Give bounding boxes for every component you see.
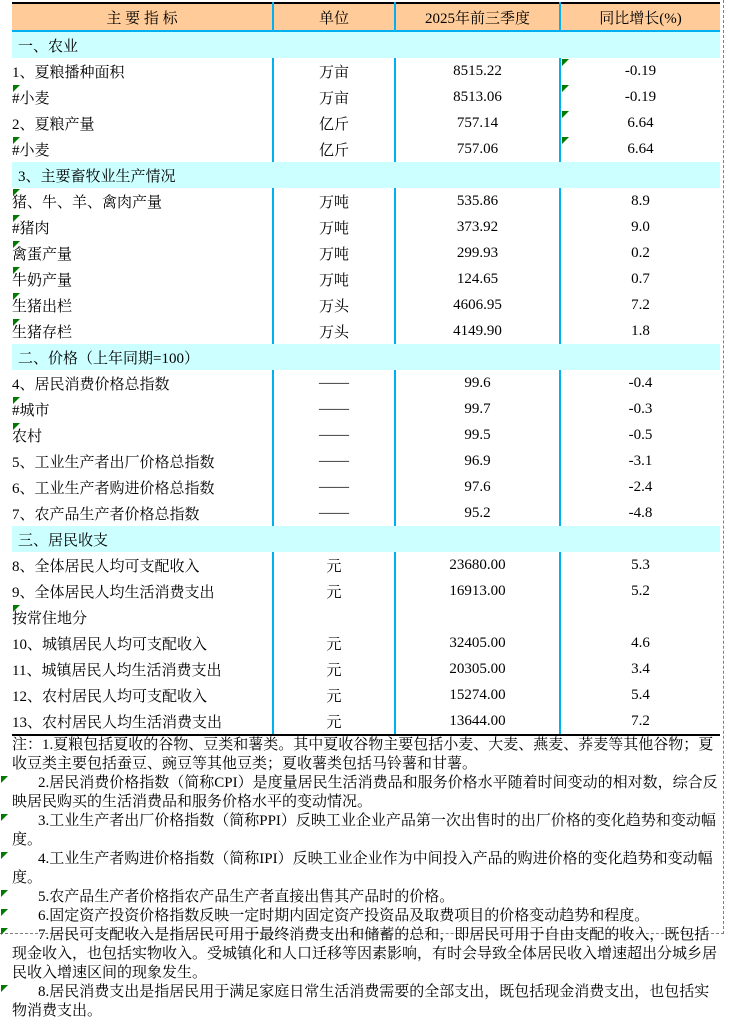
table-row bbox=[12, 318, 720, 344]
unit-cell[interactable]: 万亩 bbox=[273, 84, 395, 110]
indicator-cell[interactable]: 牛奶产量 bbox=[12, 266, 273, 292]
section-row bbox=[12, 526, 720, 552]
table-row bbox=[12, 396, 720, 422]
yoy-cell[interactable]: 5.4 bbox=[560, 682, 720, 708]
cell-note-marker-icon bbox=[13, 189, 20, 196]
yoy-cell[interactable] bbox=[560, 604, 720, 630]
table-header-row bbox=[12, 3, 720, 31]
indicator-cell[interactable]: 2、夏粮产量 bbox=[12, 116, 95, 133]
value-cell[interactable]: 23680.00 bbox=[395, 552, 560, 578]
yoy-cell[interactable]: 7.2 bbox=[560, 708, 720, 735]
cell-note-marker-icon bbox=[1, 928, 8, 935]
indicator-cell[interactable]: 6、工业生产者购进价格总指数 bbox=[12, 480, 215, 497]
table-row bbox=[12, 292, 720, 318]
table-row bbox=[12, 84, 720, 110]
table-row bbox=[12, 58, 720, 84]
unit-cell[interactable]: 万吨 bbox=[273, 240, 395, 266]
indicator-cell[interactable]: 11、城镇居民人均生活消费支出 bbox=[12, 662, 222, 679]
table-row bbox=[12, 682, 720, 708]
cell-note-marker-icon bbox=[562, 59, 569, 66]
footnote: 3.工业生产者出厂价格指数（简称PPI）反映工业企业产品第一次出售时的出厂价格的变化趋势和变动幅度。 bbox=[12, 812, 724, 850]
unit-cell[interactable]: 万头 bbox=[273, 318, 395, 344]
indicator-cell[interactable]: 4、居民消费价格总指数 bbox=[12, 376, 170, 393]
unit-cell[interactable]: 元 bbox=[273, 682, 395, 708]
unit-cell[interactable] bbox=[273, 604, 395, 630]
yoy-cell[interactable]: 4.6 bbox=[560, 630, 720, 656]
table-row bbox=[12, 136, 720, 162]
value-cell[interactable]: 32405.00 bbox=[395, 630, 560, 656]
section-label-cell[interactable]: 3、主要畜牧业生产情况 bbox=[12, 162, 720, 188]
unit-cell[interactable]: 元 bbox=[273, 552, 395, 578]
table-row bbox=[12, 474, 720, 500]
table-row bbox=[12, 578, 720, 604]
cell-note-marker-icon bbox=[1, 852, 8, 859]
cell-note-marker-icon bbox=[13, 137, 20, 144]
yoy-cell[interactable]: 1.8 bbox=[560, 318, 720, 344]
value-cell[interactable] bbox=[395, 604, 560, 630]
table-row bbox=[12, 552, 720, 578]
unit-cell[interactable]: —— bbox=[273, 370, 395, 396]
value-cell[interactable]: 124.65 bbox=[395, 266, 560, 292]
value-cell[interactable]: 99.7 bbox=[395, 396, 560, 422]
indicator-cell[interactable]: 1、夏粮播种面积 bbox=[12, 64, 125, 81]
yoy-cell[interactable]: 7.2 bbox=[560, 292, 720, 318]
column-header-yoy[interactable]: 同比增长(%) bbox=[560, 3, 720, 31]
value-cell[interactable]: 4606.95 bbox=[395, 292, 560, 318]
unit-cell[interactable]: —— bbox=[273, 422, 395, 448]
yoy-cell[interactable]: -0.3 bbox=[560, 396, 720, 422]
footnote: 2.居民消费价格指数（简称CPI）是度量居民生活消费品和服务价格水平随着时间变动的相对数，综合反映居民购买的生活消费品和服务价格水平的变动情况。 bbox=[12, 774, 724, 812]
indicator-cell[interactable]: #小麦 bbox=[12, 136, 273, 162]
value-cell[interactable]: 99.6 bbox=[395, 370, 560, 396]
value-cell[interactable]: 757.14 bbox=[395, 110, 560, 136]
yoy-cell[interactable]: -2.4 bbox=[560, 474, 720, 500]
section-row bbox=[12, 31, 720, 58]
value-cell[interactable]: 757.06 bbox=[395, 136, 560, 162]
unit-cell[interactable]: —— bbox=[273, 448, 395, 474]
unit-cell[interactable]: 万头 bbox=[273, 292, 395, 318]
table-row bbox=[12, 448, 720, 474]
unit-cell[interactable]: 亿斤 bbox=[273, 136, 395, 162]
indicator-cell[interactable]: #猪肉 bbox=[12, 214, 273, 240]
yoy-cell[interactable]: 6.64 bbox=[560, 136, 720, 162]
yoy-cell[interactable]: -3.1 bbox=[560, 448, 720, 474]
indicator-cell[interactable]: 生猪存栏 bbox=[12, 318, 273, 344]
unit-cell[interactable]: 元 bbox=[273, 708, 395, 735]
cell-note-marker-icon bbox=[1, 890, 8, 897]
table-row bbox=[12, 630, 720, 656]
indicator-cell[interactable]: 13、农村居民人均生活消费支出 bbox=[12, 708, 273, 735]
yoy-cell[interactable]: -0.4 bbox=[560, 370, 720, 396]
indicator-cell[interactable]: 8、全体居民人均可支配收入 bbox=[12, 558, 200, 575]
section-label-cell[interactable]: 三、居民收支 bbox=[12, 526, 720, 552]
indicator-cell[interactable]: #小麦 bbox=[12, 84, 273, 110]
unit-cell[interactable]: 元 bbox=[273, 578, 395, 604]
table-row bbox=[12, 500, 720, 526]
value-cell[interactable]: 299.93 bbox=[395, 240, 560, 266]
table-row bbox=[12, 110, 720, 136]
cell-note-marker-icon bbox=[13, 241, 20, 248]
cell-note-marker-icon bbox=[1, 776, 8, 783]
cell-note-marker-icon bbox=[13, 319, 20, 326]
yoy-cell[interactable]: 9.0 bbox=[560, 214, 720, 240]
cell-note-marker-icon bbox=[13, 293, 20, 300]
cell-note-marker-icon bbox=[13, 397, 20, 404]
column-header-indicator[interactable]: 主 要 指 标 bbox=[12, 3, 273, 31]
unit-cell[interactable]: 万吨 bbox=[273, 214, 395, 240]
footnote: 4.工业生产者购进价格指数（简称IPI）反映工业企业作为中间投入产品的购进价格的变化趋势和变动幅度。 bbox=[12, 850, 724, 888]
indicator-cell[interactable]: 农村 bbox=[12, 422, 273, 448]
unit-cell[interactable]: 万吨 bbox=[273, 266, 395, 292]
table-row bbox=[12, 266, 720, 292]
cell-note-marker-icon bbox=[13, 215, 20, 222]
value-cell[interactable]: 8515.22 bbox=[395, 58, 560, 84]
yoy-cell[interactable]: 3.4 bbox=[560, 656, 720, 682]
yoy-cell[interactable]: 0.7 bbox=[560, 266, 720, 292]
value-cell[interactable]: 97.6 bbox=[395, 474, 560, 500]
unit-cell[interactable]: 万亩 bbox=[273, 58, 395, 84]
cell-note-marker-icon bbox=[13, 605, 20, 612]
value-cell[interactable]: 535.86 bbox=[395, 188, 560, 214]
indicator-cell[interactable]: 10、城镇居民人均可支配收入 bbox=[12, 636, 208, 653]
unit-cell[interactable]: 元 bbox=[273, 656, 395, 682]
cell-note-marker-icon bbox=[1, 909, 8, 916]
table-row bbox=[12, 422, 720, 448]
value-cell[interactable]: 96.9 bbox=[395, 448, 560, 474]
footnote: 6.固定资产投资价格指数反映一定时期内固定资产投资品及取费项目的价格变动趋势和程度。 bbox=[12, 907, 724, 926]
value-cell[interactable]: 95.2 bbox=[395, 500, 560, 526]
table-row bbox=[12, 214, 720, 240]
cell-note-marker-icon bbox=[1, 814, 8, 821]
value-cell[interactable]: 13644.00 bbox=[395, 708, 560, 735]
table-row bbox=[12, 656, 720, 682]
cell-note-marker-icon bbox=[562, 111, 569, 118]
footnote: 5.农产品生产者价格指农产品生产者直接出售其产品时的价格。 bbox=[12, 888, 724, 907]
column-header-unit[interactable]: 单位 bbox=[273, 3, 395, 31]
value-cell[interactable]: 16913.00 bbox=[395, 578, 560, 604]
indicator-cell[interactable]: 猪、牛、羊、禽肉产量 bbox=[12, 188, 273, 214]
unit-cell[interactable]: —— bbox=[273, 500, 395, 526]
yoy-cell[interactable]: -0.19 bbox=[560, 84, 720, 110]
yoy-cell[interactable]: 0.2 bbox=[560, 240, 720, 266]
value-cell[interactable]: 8513.06 bbox=[395, 84, 560, 110]
cell-note-marker-icon bbox=[13, 267, 20, 274]
indicator-cell[interactable]: #城市 bbox=[12, 396, 273, 422]
indicators-table bbox=[12, 2, 720, 736]
yoy-cell[interactable]: -0.19 bbox=[560, 58, 720, 84]
value-cell[interactable]: 20305.00 bbox=[395, 656, 560, 682]
table-row bbox=[12, 188, 720, 214]
indicator-cell[interactable]: 12、农村居民人均可支配收入 bbox=[12, 688, 208, 705]
section-label-cell[interactable]: 一、农业 bbox=[12, 31, 720, 58]
indicator-cell[interactable]: 9、全体居民人均生活消费支出 bbox=[12, 584, 215, 601]
cell-note-marker-icon bbox=[1, 985, 8, 992]
section-label-cell[interactable]: 二、价格（上年同期=100） bbox=[12, 344, 720, 370]
value-cell[interactable]: 15274.00 bbox=[395, 682, 560, 708]
indicator-cell[interactable]: 生猪出栏 bbox=[12, 292, 273, 318]
column-header-period[interactable]: 2025年前三季度 bbox=[395, 3, 560, 31]
footnote: 8.居民消费支出是指居民用于满足家庭日常生活消费需要的全部支出，既包括现金消费支出，也包括实物消费支出。 bbox=[12, 983, 724, 1021]
yoy-cell[interactable]: -0.5 bbox=[560, 422, 720, 448]
cell-note-marker-icon bbox=[13, 85, 20, 92]
indicator-cell[interactable]: 禽蛋产量 bbox=[12, 240, 273, 266]
value-cell[interactable]: 99.5 bbox=[395, 422, 560, 448]
yoy-cell[interactable]: 5.3 bbox=[560, 552, 720, 578]
value-cell[interactable]: 4149.90 bbox=[395, 318, 560, 344]
yoy-cell[interactable]: -4.8 bbox=[560, 500, 720, 526]
section-row bbox=[12, 344, 720, 370]
cell-note-marker-icon bbox=[13, 423, 20, 430]
section-row bbox=[12, 162, 720, 188]
unit-cell[interactable]: —— bbox=[273, 396, 395, 422]
value-cell[interactable]: 373.92 bbox=[395, 214, 560, 240]
footnote: 注：1.夏粮包括夏收的谷物、豆类和薯类。其中夏收谷物主要包括小麦、大麦、燕麦、荞麦等其他谷物；夏收豆类主要包括蚕豆、豌豆等其他豆类；夏收薯类包括马铃薯和甘薯。 bbox=[12, 737, 714, 772]
table-row bbox=[12, 240, 720, 266]
cell-note-marker-icon bbox=[562, 85, 569, 92]
table-row bbox=[12, 370, 720, 396]
table-row bbox=[12, 708, 720, 735]
footnote: 7.居民可支配收入是指居民可用于最终消费支出和储蓄的总和，即居民可用于自由支配的收入，既包括现金收入，也包括实物收入。受城镇化和人口迁移等因素影响，有时会导致全体居民收入增速超出分城乡居民收入增速区间的现象发生。 bbox=[12, 926, 724, 983]
unit-cell[interactable]: —— bbox=[273, 474, 395, 500]
yoy-cell[interactable]: 6.64 bbox=[560, 110, 720, 136]
table-row bbox=[12, 604, 720, 630]
yoy-cell[interactable]: 8.9 bbox=[560, 188, 720, 214]
indicator-cell[interactable]: 按常住地分 bbox=[12, 604, 273, 630]
yoy-cell[interactable]: 5.2 bbox=[560, 578, 720, 604]
unit-cell[interactable]: 万吨 bbox=[273, 188, 395, 214]
indicator-cell[interactable]: 5、工业生产者出厂价格总指数 bbox=[12, 454, 215, 471]
indicator-cell[interactable]: 7、农产品生产者价格总指数 bbox=[12, 506, 200, 523]
cell-note-marker-icon bbox=[562, 137, 569, 144]
notes-section bbox=[12, 736, 724, 1021]
unit-cell[interactable]: 元 bbox=[273, 630, 395, 656]
unit-cell[interactable]: 亿斤 bbox=[273, 110, 395, 136]
